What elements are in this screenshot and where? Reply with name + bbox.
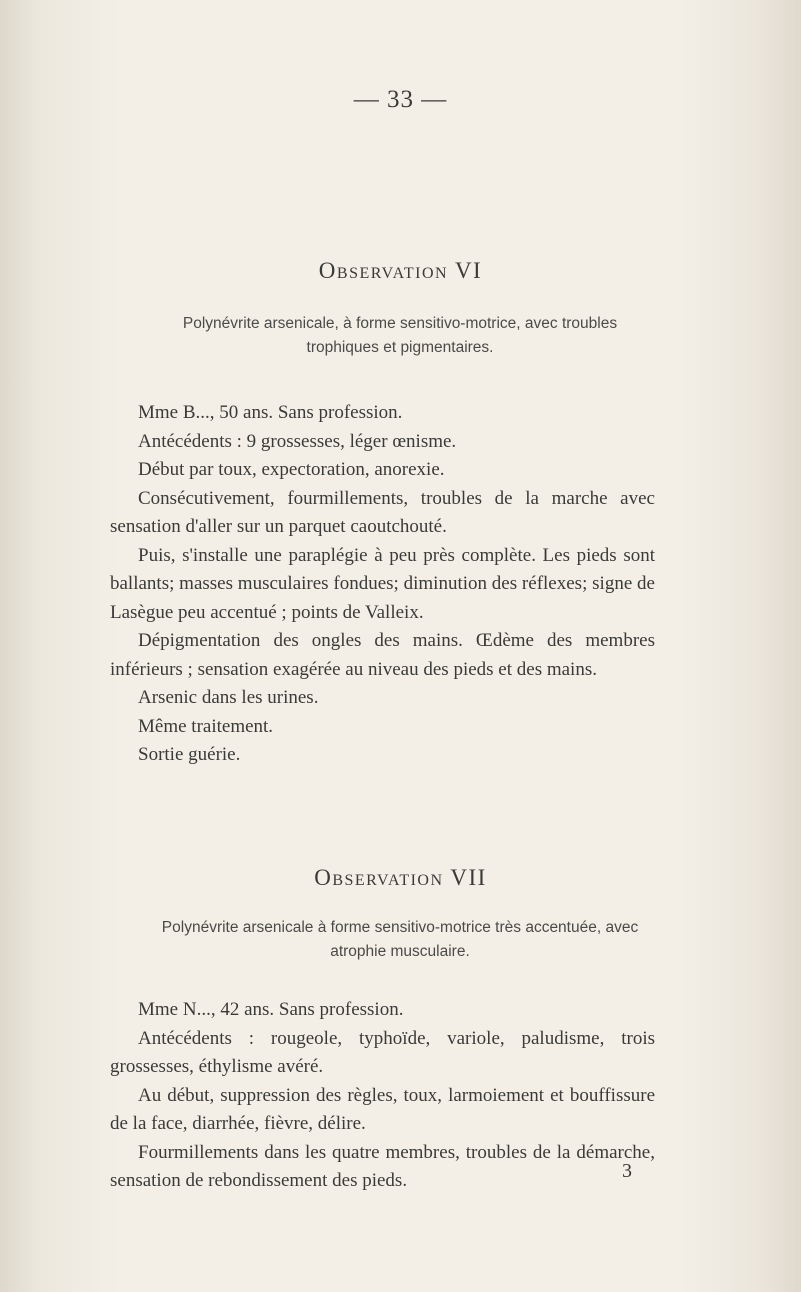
page-number: — 33 — bbox=[353, 86, 448, 113]
observation-vii-title: Observation VII bbox=[314, 865, 487, 890]
obs-vii-paragraph: Mme N..., 42 ans. Sans profession. bbox=[138, 999, 404, 1020]
obs-vii-paragraph: Antécédents : rougeole, typhoïde, variole, paludisme, trois grossesses, éthylisme avéré. bbox=[110, 1027, 655, 1077]
observation-vii-subtitle: Polynévrite arsenicale à forme sensitivo-motrice très accentuée, avec atrophie musculaire. bbox=[161, 919, 639, 960]
obs-vii-paragraph: Fourmillements dans les quatre membres, troubles de la démarche, sensation de rebondissement des pieds. bbox=[110, 1141, 655, 1191]
obs-vii-paragraph: Au début, suppression des règles, toux, larmoiement et bouffissure de la face, diarrhée, fièvre, délire. bbox=[110, 1084, 655, 1134]
obs-vi-paragraph: Dépigmentation des ongles des mains. Œdème des membres inférieurs ; sensation exagérée au niveau des pieds et des mains. bbox=[110, 630, 655, 680]
obs-vi-paragraph: Même traitement. bbox=[138, 715, 274, 737]
obs-vi-paragraph: Consécutivement, fourmillements, troubles de la marche avec sensation d'aller sur un parquet caoutchouté. bbox=[110, 487, 655, 537]
obs-vi-paragraph: Mme B..., 50 ans. Sans profession. bbox=[138, 402, 403, 423]
observation-vi-subtitle: Polynévrite arsenicale, à forme sensitivo-motrice, avec troubles trophiques et pigmentaires. bbox=[182, 315, 618, 356]
obs-vi-paragraph: Puis, s'installe une paraplégie à peu près complète. Les pieds sont ballants; masses musculaires fondues; diminution des réflexes; signe de Lasègue peu accentué ; points de Valleix. bbox=[110, 544, 655, 623]
obs-vi-paragraph: Antécédents : 9 grossesses, léger œnisme. bbox=[138, 430, 457, 452]
signature-mark: 3 bbox=[622, 1160, 632, 1182]
obs-vi-paragraph: Arsenic dans les urines. bbox=[138, 687, 319, 708]
observation-vii-body bbox=[110, 996, 655, 1196]
observation-vi-body bbox=[110, 399, 655, 770]
observation-vi-title: Observation VI bbox=[318, 258, 483, 283]
obs-vi-paragraph: Sortie guérie. bbox=[138, 744, 241, 765]
obs-vi-paragraph: Début par toux, expectoration, anorexie. bbox=[138, 459, 445, 480]
